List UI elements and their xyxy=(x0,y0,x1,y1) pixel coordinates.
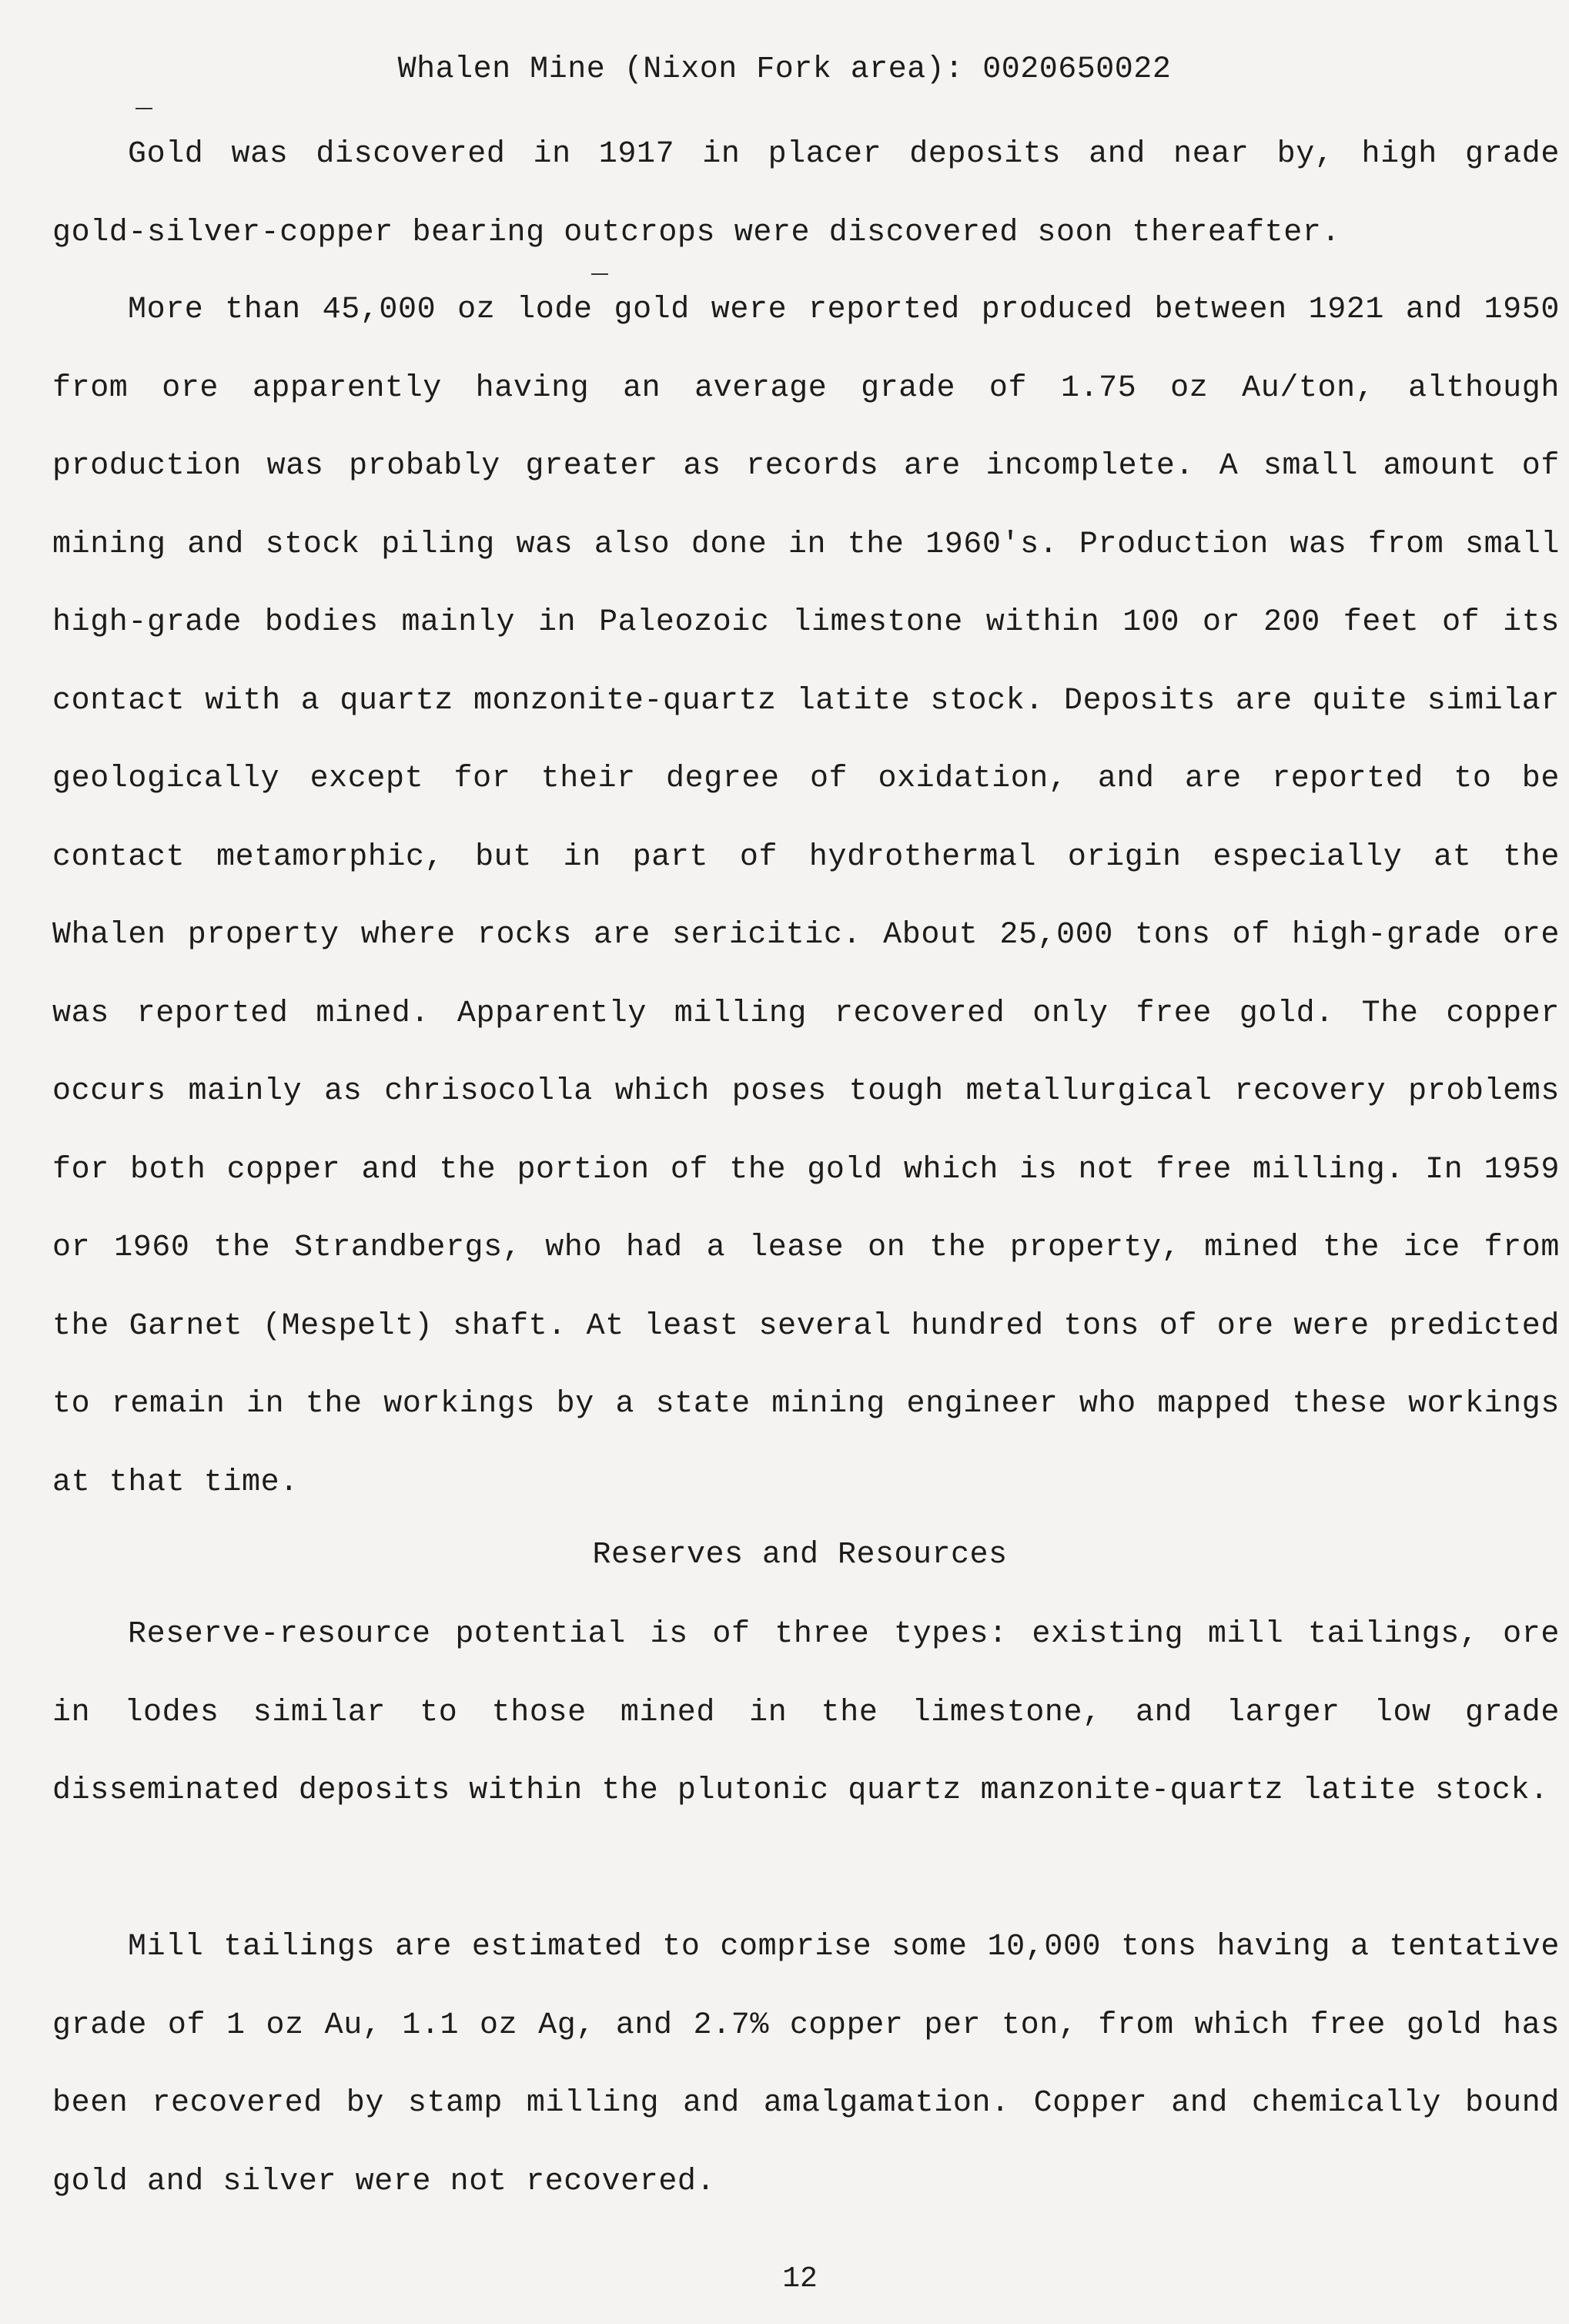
paragraph-reserve-potential: Reserve-resource potential is of three types: existing mill tailings, ore in lodes similar to those mined in the limestone, and larger low grade disseminated deposits within the plutonic quartz manzonite-quartz latite stock. xyxy=(52,1617,1560,1808)
paragraph-production: More than 45,000 oz lode gold were reported produced between 1921 and 1950 from ore apparently having an average grade of 1.75 oz Au/ton, although production was probably greater as records are incomplete. A small amount of mining and stock piling was also done in the 1960's. Production was from small high-grade bodies mainly in Paleozoic limestone within 100 or 200 feet of its contact with a quartz monzonite-quartz latite stock. Deposits are quite similar geologically except for their degree of oxidation, and are reported to be contact metamorphic, but in part of hydrothermal origin especially at the Whalen property where rocks are sericitic. About 25,000 tons of high-grade ore was reported mined. Apparently milling recovered only free gold. The copper occurs mainly as chrisocolla which poses tough metallurgical recovery problems for both copper and the portion of the gold which is not free milling. In 1959 or 1960 the Strandbergs, who had a lease on the property, mined the ice from the Garnet (Mespelt) shaft. At least several hundred tons of ore were predicted to remain in the workings by a state mining engineer who mapped these workings at that time. xyxy=(52,293,1560,1500)
page-number: 12 xyxy=(782,2262,818,2296)
paragraph-mill-tailings: Mill tailings are estimated to comprise some 10,000 tons having a tentative grade of 1 oz Au, 1.1 oz Ag, and 2.7% copper per ton, from which free gold has been recovered by stamp milling and amalgamation. Copper and chemically bound gold and silver were not recovered. xyxy=(52,1930,1560,2199)
paragraph-discovery: Gold was discovered in 1917 in placer deposits and near by, high grade gold-silver-copper bearing outcrops were discovered soon thereafter. xyxy=(52,137,1560,250)
document-title: Whalen Mine (Nixon Fork area): 0020650022 xyxy=(397,52,1172,87)
section-heading: Reserves and Resources xyxy=(592,1538,1008,1572)
pen-mark xyxy=(135,108,152,109)
